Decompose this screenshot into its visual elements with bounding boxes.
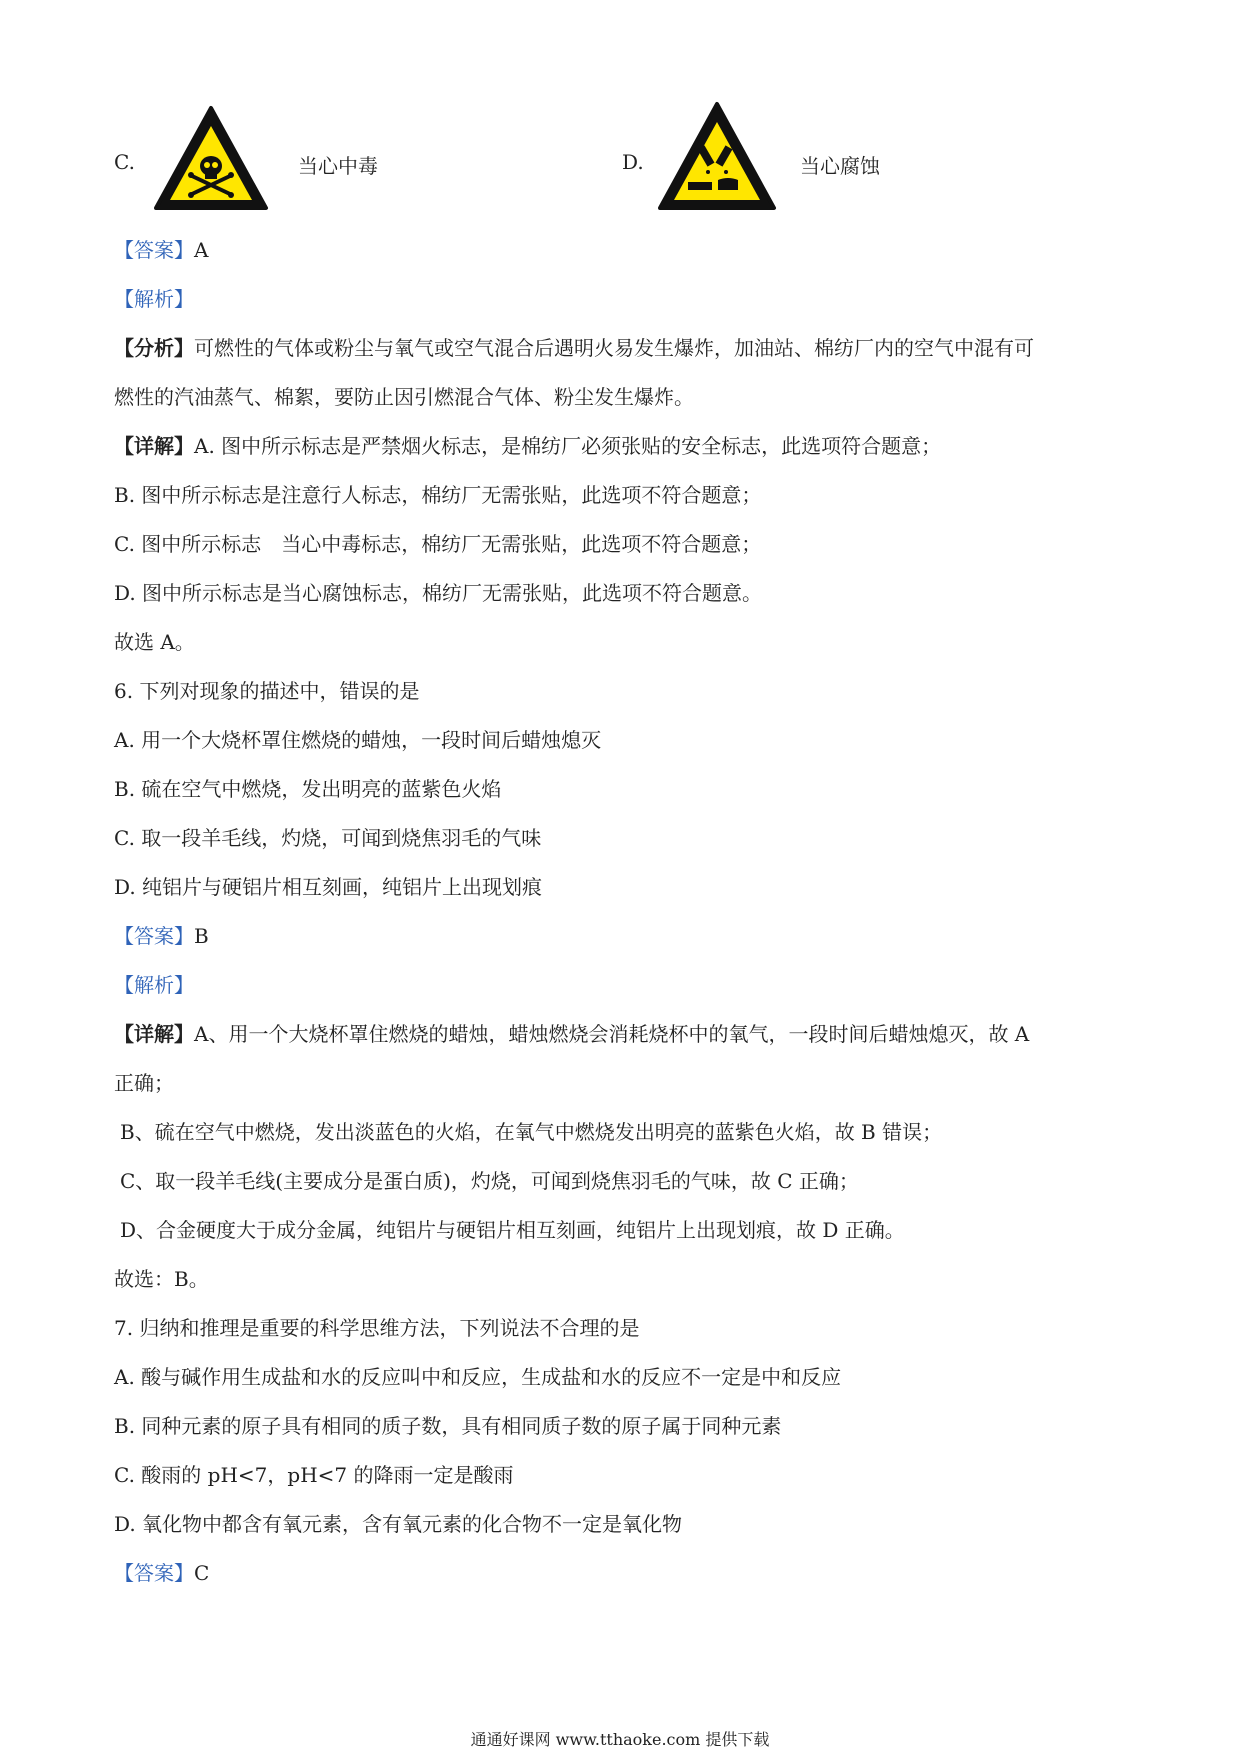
- corrosion-icon: [656, 100, 778, 212]
- answer-tag: 【答案】: [114, 238, 194, 262]
- q6-analysis-tag-line: [114, 971, 194, 999]
- q5-answer-line: [114, 236, 208, 264]
- answer-tag: 【答案】: [114, 1561, 194, 1585]
- q5-xiangjie-d: D. 图中所示标志是当心腐蚀标志，棉纺厂无需张贴，此选项不符合题意。: [114, 581, 763, 605]
- q5-analysis-tag-line: [114, 285, 194, 313]
- poison-skull-icon: [152, 104, 270, 212]
- answer-tag: 【答案】: [114, 924, 194, 948]
- q6-stem: 6. 下列对现象的描述中，错误的是: [114, 679, 420, 703]
- q5-fenxi-line-2: 燃性的汽油蒸气、棉絮，要防止因引燃混合气体、粉尘发生爆炸。: [114, 385, 694, 409]
- xiangjie-tag: 【详解】: [114, 1022, 194, 1046]
- xiangjie-text: A、用一个大烧杯罩住燃烧的蜡烛，蜡烛燃烧会消耗烧杯中的氧气，一段时间后蜡烛熄灭，故 A: [194, 1022, 1030, 1046]
- q6-option-d: D. 纯铝片与硬铝片相互刻画，纯铝片上出现划痕: [114, 875, 543, 899]
- option-c-caption: 当心中毒: [298, 154, 378, 178]
- xiangjie-tag: 【详解】: [114, 434, 194, 458]
- fenxi-tag: 【分析】: [114, 336, 194, 360]
- q6-conclusion: 故选：B。: [114, 1267, 209, 1291]
- q6-option-b: B. 硫在空气中燃烧，发出明亮的蓝紫色火焰: [114, 777, 502, 801]
- q5-xiangjie-c: C. 图中所示标志 当心中毒标志，棉纺厂无需张贴，此选项不符合题意；: [114, 532, 762, 556]
- q6-xiangjie-c: C、取一段羊毛线(主要成分是蛋白质)，灼烧，可闻到烧焦羽毛的气味，故 C 正确；: [120, 1169, 859, 1193]
- q7-option-a: A. 酸与碱作用生成盐和水的反应叫中和反应，生成盐和水的反应不一定是中和反应: [114, 1365, 842, 1389]
- q5-xiangjie-b: B. 图中所示标志是注意行人标志，棉纺厂无需张贴，此选项不符合题意；: [114, 483, 762, 507]
- q6-answer-line: [114, 922, 209, 950]
- q6-xiangjie-b: B、硫在空气中燃烧，发出淡蓝色的火焰，在氧气中燃烧发出明亮的蓝紫色火焰，故 B 错误；: [120, 1120, 943, 1144]
- q7-answer-line: [114, 1559, 209, 1587]
- q5-fenxi-line-1: [114, 334, 1034, 362]
- option-c-letter: C.: [114, 150, 135, 174]
- q6-xiangjie-d: D、合金硬度大于成分金属，纯铝片与硬铝片相互刻画，纯铝片上出现划痕，故 D 正确。: [120, 1218, 905, 1242]
- xiangjie-text: A. 图中所示标志是严禁烟火标志，是棉纺厂必须张贴的安全标志，此选项符合题意；: [194, 434, 942, 458]
- q6-option-c: C. 取一段羊毛线，灼烧，可闻到烧焦羽毛的气味: [114, 826, 542, 850]
- warning-signs-row: [0, 100, 1240, 220]
- analysis-tag: 【解析】: [114, 973, 194, 997]
- q7-option-d: D. 氧化物中都含有氧元素，含有氧元素的化合物不一定是氧化物: [114, 1512, 683, 1536]
- option-d-letter: D.: [622, 150, 644, 174]
- q5-conclusion: 故选 A。: [114, 630, 195, 654]
- q5-xiangjie-a: [114, 432, 941, 460]
- answer-value: A: [194, 238, 209, 262]
- analysis-tag: 【解析】: [114, 287, 194, 311]
- q7-option-b: B. 同种元素的原子具有相同的质子数，具有相同质子数的原子属于同种元素: [114, 1414, 782, 1438]
- answer-value: B: [194, 924, 209, 948]
- q7-stem: 7. 归纳和推理是重要的科学思维方法，下列说法不合理的是: [114, 1316, 640, 1340]
- q7-option-c: C. 酸雨的 pH<7，pH<7 的降雨一定是酸雨: [114, 1463, 514, 1487]
- answer-value: C: [194, 1561, 210, 1585]
- q6-option-a: A. 用一个大烧杯罩住燃烧的蜡烛，一段时间后蜡烛熄灭: [114, 728, 602, 752]
- option-d-caption: 当心腐蚀: [800, 154, 880, 178]
- fenxi-text: 可燃性的气体或粉尘与氧气或空气混合后遇明火易发生爆炸，加油站、棉纺厂内的空气中混有可: [194, 336, 1034, 360]
- q6-xiangjie-a-1: [114, 1020, 1029, 1048]
- q6-xiangjie-a-2: 正确；: [114, 1071, 174, 1095]
- page-footer: 通通好课网 www.tthaoke.com 提供下载: [470, 1730, 770, 1749]
